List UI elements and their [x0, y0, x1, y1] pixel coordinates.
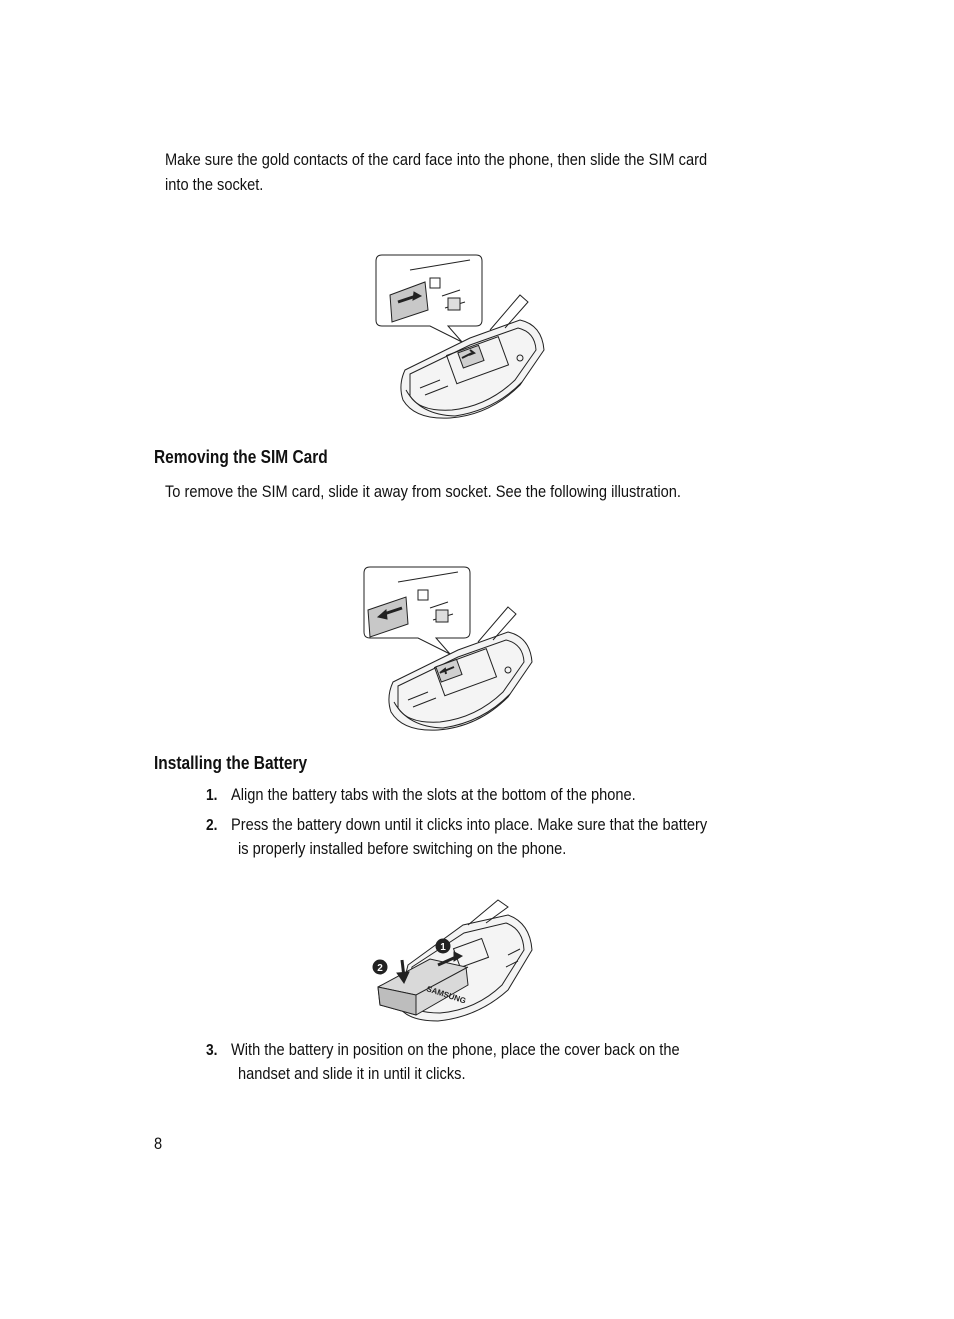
insert-sim-illustration	[370, 250, 550, 422]
page-number: 8	[154, 1134, 163, 1153]
intro-line-1: Make sure the gold contacts of the card face into the phone, then slide the SIM card	[165, 150, 708, 169]
intro-line-2: into the socket.	[165, 175, 264, 194]
callout-1: 1	[440, 942, 446, 953]
remove-sim-illustration	[358, 562, 538, 734]
step-1-number: 1.	[206, 787, 218, 804]
step-2-text-line-1: Press the battery down until it clicks into place. Make sure that the battery	[231, 815, 708, 834]
installing-battery-heading: Installing the Battery	[154, 753, 308, 773]
step-3-text-line-1: With the battery in position on the phone, place the cover back on the	[231, 1040, 680, 1059]
step-2-number: 2.	[206, 817, 218, 834]
step-2-text-line-2: is properly installed before switching on the phone.	[238, 839, 567, 858]
step-3-text-line-2: handset and slide it in until it clicks.	[238, 1064, 466, 1083]
callout-2: 2	[377, 963, 383, 974]
step-3-number: 3.	[206, 1042, 218, 1059]
install-battery-illustration	[368, 895, 538, 1027]
battery-brand-label: SAMSUNG	[425, 984, 468, 1006]
step-1-text: Align the battery tabs with the slots at the bottom of the phone.	[231, 785, 636, 804]
removing-sim-heading: Removing the SIM Card	[154, 447, 328, 467]
removing-sim-text: To remove the SIM card, slide it away from socket. See the following illustration.	[165, 482, 681, 501]
